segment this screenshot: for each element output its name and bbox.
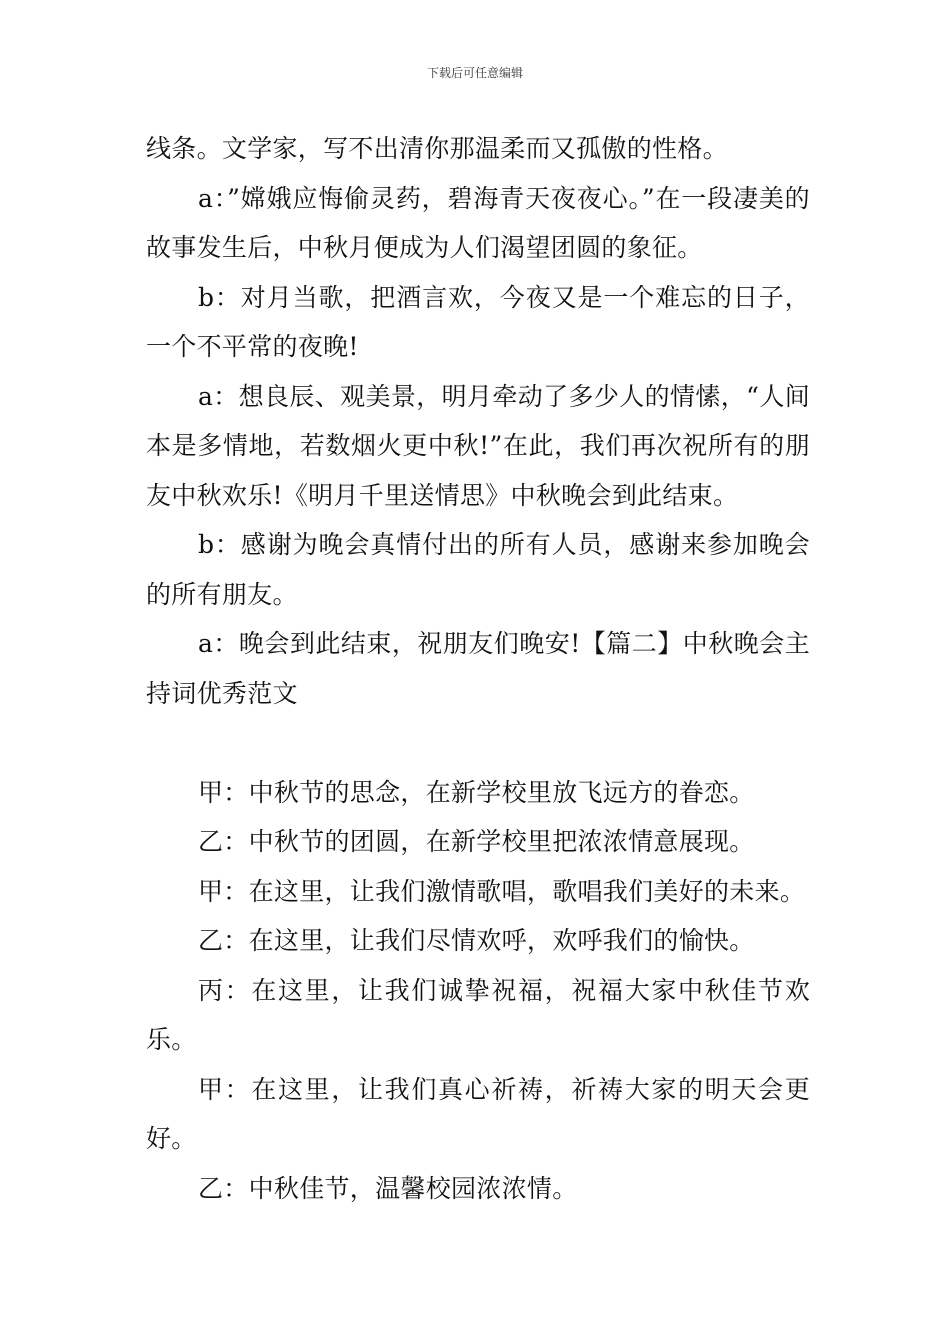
paragraph: b：感谢为晚会真情付出的所有人员，感谢来参加晚会的所有朋友。 <box>146 530 810 609</box>
paragraph: 乙：中秋节的团圆，在新学校里把浓浓情意展现。 <box>198 827 755 856</box>
paragraph: a：晚会到此结束，祝朋友们晚安!【篇二】中秋晚会主持词优秀范文 <box>146 629 810 708</box>
blank-line <box>146 718 810 768</box>
paragraph: 甲：在这里，让我们真心祈祷，祈祷大家的明天会更好。 <box>146 1074 810 1153</box>
paragraph: 乙：中秋佳节，温馨校园浓浓情。 <box>198 1173 578 1203</box>
document-body <box>146 124 810 1213</box>
paragraph: a：”嫦娥应悔偷灵药，碧海青天夜夜心。”在一段凄美的故事发生后，中秋月便成为人们渴望团圆的象征。 <box>146 183 810 262</box>
paragraph-continuation: 线条。文学家，写不出清你那温柔而又孤傲的性格。 <box>146 134 728 163</box>
paragraph: 乙：在这里，让我们尽情欢呼，欢呼我们的愉快。 <box>198 926 755 955</box>
paragraph: b：对月当歌，把酒言欢，今夜又是一个难忘的日子，一个不平常的夜晚! <box>146 282 810 361</box>
paragraph: a：想良辰、观美景，明月牵动了多少人的情愫，“人间本是多情地，若数烟火更中秋!”在此，我们再次祝所有的朋友中秋欢乐!《明月千里送情思》中秋晚会到此结束。 <box>146 381 810 510</box>
page-header-note: 下载后可任意编辑 <box>426 66 523 80</box>
paragraph: 丙：在这里，让我们诚挚祝福，祝福大家中秋佳节欢乐。 <box>146 975 810 1054</box>
paragraph: 甲：在这里，让我们激情歌唱，歌唱我们美好的未来。 <box>198 876 806 906</box>
paragraph: 甲：中秋节的思念，在新学校里放飞远方的眷恋。 <box>198 777 755 807</box>
